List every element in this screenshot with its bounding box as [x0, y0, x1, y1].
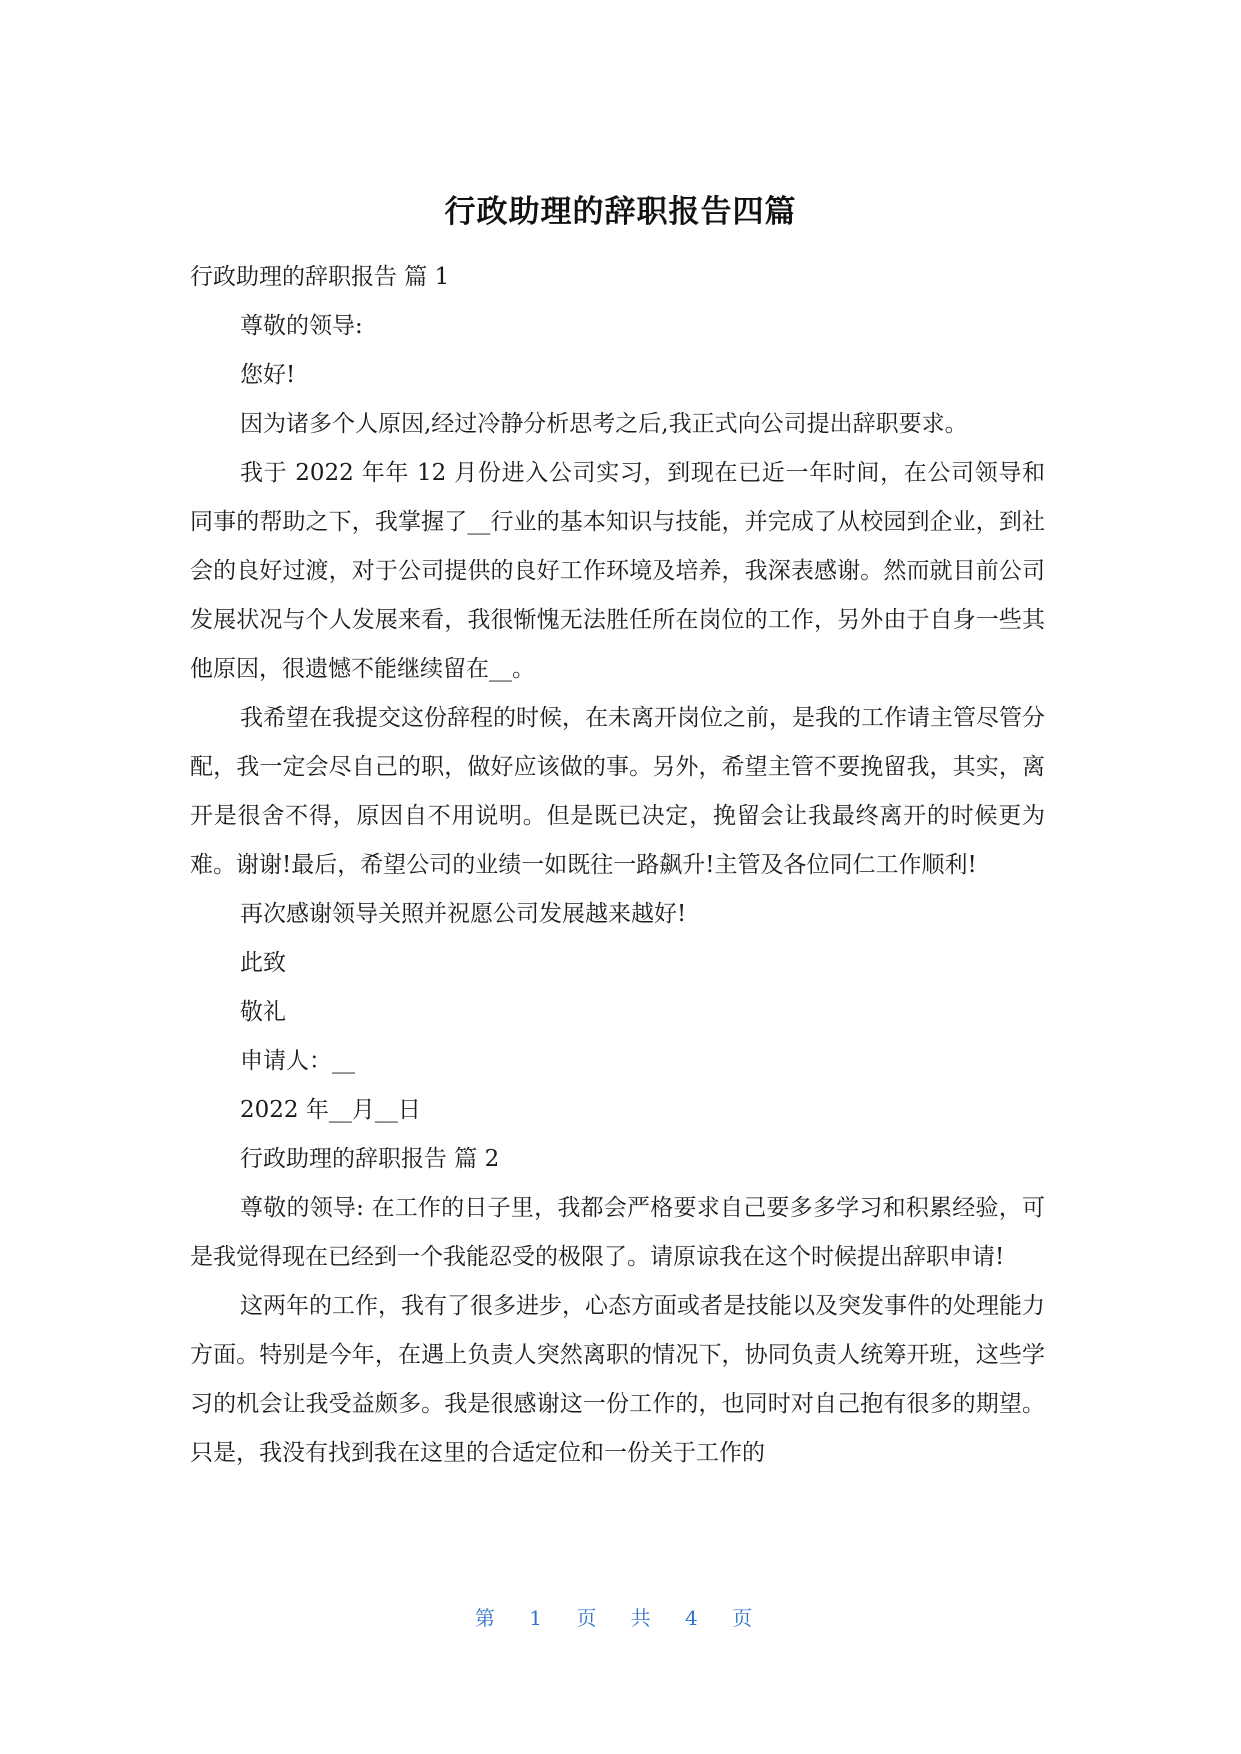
paragraph: 再次感谢领导关照并祝愿公司发展越来越好! — [240, 901, 687, 927]
paragraph: 我希望在我提交这份辞程的时候，在未离开岗位之前，是我的工作请主管尽管分配，我一定会尽自己的职，做好应该做的事。另外，希望主管不要挽留我，其实，离开是很舍不得，原因自不用说明。但是既已决定，挽留会让我最终离开的时候更为难。谢谢!最后，希望公司的业绩一如既往一路飙升!主管及各位同仁工作顺利! — [190, 705, 1045, 878]
paragraph: 尊敬的领导: — [240, 313, 363, 339]
paragraph: 行政助理的辞职报告 篇 2 — [240, 1146, 500, 1172]
paragraph: 您好! — [240, 362, 296, 388]
document-title: 行政助理的辞职报告四篇 — [444, 194, 797, 230]
paragraph: 2022 年__月__日 — [240, 1097, 421, 1123]
document-body — [190, 253, 1045, 1478]
paragraph: 此致 — [240, 950, 286, 976]
paragraph: 申请人：__ — [240, 1048, 355, 1074]
paragraph: 因为诸多个人原因,经过冷静分析思考之后,我正式向公司提出辞职要求。 — [240, 411, 968, 437]
paragraph: 这两年的工作，我有了很多进步，心态方面或者是技能以及突发事件的处理能力方面。特别是今年，在遇上负责人突然离职的情况下，协同负责人统筹开班，这些学习的机会让我受益颇多。我是很感谢这一份工作的，也同时对自己抱有很多的期望。只是，我没有找到我在这里的合适定位和一份关于工作的 — [190, 1293, 1045, 1466]
paragraph: 尊敬的领导: 在工作的日子里，我都会严格要求自己要多多学习和积累经验，可是我觉得现在已经到一个我能忍受的极限了。请原谅我在这个时候提出辞职申请! — [190, 1195, 1045, 1270]
paragraph: 行政助理的辞职报告 篇 1 — [190, 264, 450, 290]
page-footer: 第 1 页 共 4 页 — [474, 1606, 767, 1630]
paragraph: 敬礼 — [240, 999, 286, 1025]
paragraph: 我于 2022 年年 12 月份进入公司实习，到现在已近一年时间，在公司领导和同事的帮助之下，我掌握了__行业的基本知识与技能，并完成了从校园到企业，到社会的良好过渡，对于公司提供的良好工作环境及培养，我深表感谢。然而就目前公司发展状况与个人发展来看，我很惭愧无法胜任所在岗位的工作，另外由于自身一些其他原因，很遗憾不能继续留在__。 — [190, 460, 1045, 682]
